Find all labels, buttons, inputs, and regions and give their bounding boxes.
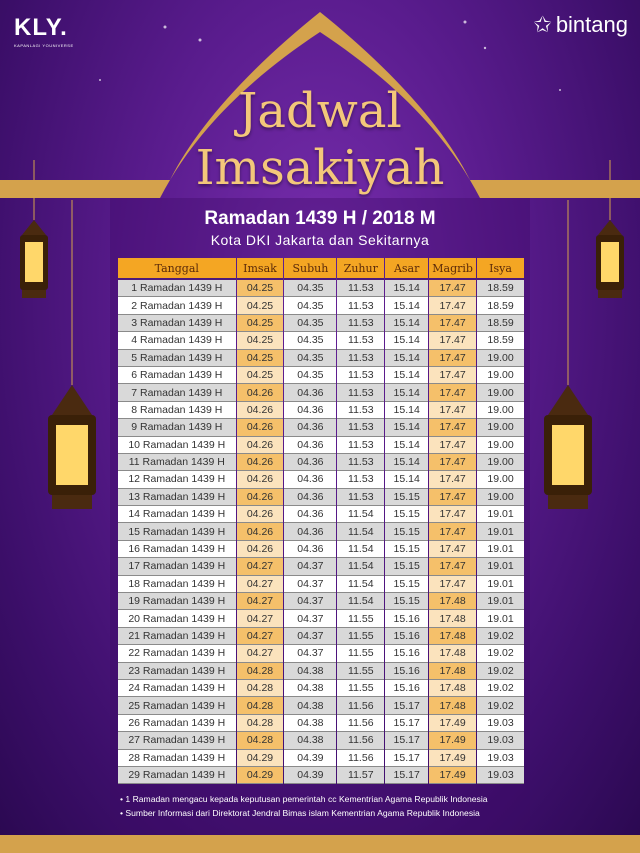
cell-imsak: 04.27 [237, 576, 284, 593]
cell-magrib: 17.47 [429, 367, 476, 384]
cell-tanggal: 5 Ramadan 1439 H [118, 350, 236, 367]
cell-isya: 19.03 [477, 750, 524, 767]
cell-subuh: 04.38 [284, 715, 336, 732]
cell-imsak: 04.26 [237, 419, 284, 436]
table-row [118, 437, 524, 454]
cell-magrib: 17.48 [429, 680, 476, 697]
cell-magrib: 17.48 [429, 610, 476, 627]
cell-magrib: 17.48 [429, 663, 476, 680]
cell-imsak: 04.26 [237, 523, 284, 540]
cell-asar: 15.17 [385, 697, 428, 714]
kly-tagline: KAPANLAGI YOUNIVERSE [14, 43, 74, 48]
table-row [118, 541, 524, 558]
cell-imsak: 04.26 [237, 402, 284, 419]
cell-isya: 19.01 [477, 506, 524, 523]
cell-imsak: 04.25 [237, 350, 284, 367]
cell-tanggal: 20 Ramadan 1439 H [118, 610, 236, 627]
column-header-asar: Asar [385, 258, 428, 280]
kly-logo-text: KLY. [14, 14, 68, 41]
cell-subuh: 04.35 [284, 280, 336, 297]
cell-magrib: 17.47 [429, 558, 476, 575]
cell-asar: 15.15 [385, 506, 428, 523]
cell-tanggal: 16 Ramadan 1439 H [118, 541, 236, 558]
cell-tanggal: 21 Ramadan 1439 H [118, 628, 236, 645]
cell-subuh: 04.36 [284, 489, 336, 506]
cell-subuh: 04.36 [284, 454, 336, 471]
schedule-table [117, 258, 525, 784]
table-row [118, 367, 524, 384]
cell-subuh: 04.37 [284, 593, 336, 610]
cell-subuh: 04.35 [284, 332, 336, 349]
cell-imsak: 04.28 [237, 680, 284, 697]
cell-zuhur: 11.54 [337, 523, 384, 540]
cell-isya: 19.02 [477, 680, 524, 697]
cell-isya: 19.01 [477, 558, 524, 575]
table-row [118, 558, 524, 575]
cell-tanggal: 19 Ramadan 1439 H [118, 593, 236, 610]
cell-asar: 15.14 [385, 367, 428, 384]
cell-tanggal: 26 Ramadan 1439 H [118, 715, 236, 732]
cell-tanggal: 25 Ramadan 1439 H [118, 697, 236, 714]
cell-subuh: 04.38 [284, 732, 336, 749]
cell-subuh: 04.37 [284, 645, 336, 662]
cell-subuh: 04.35 [284, 315, 336, 332]
cell-tanggal: 18 Ramadan 1439 H [118, 576, 236, 593]
cell-imsak: 04.25 [237, 297, 284, 314]
cell-imsak: 04.25 [237, 367, 284, 384]
cell-imsak: 04.27 [237, 558, 284, 575]
table-row [118, 576, 524, 593]
table-row [118, 697, 524, 714]
cell-magrib: 17.48 [429, 593, 476, 610]
cell-tanggal: 24 Ramadan 1439 H [118, 680, 236, 697]
cell-asar: 15.14 [385, 402, 428, 419]
cell-magrib: 17.47 [429, 297, 476, 314]
cell-isya: 19.00 [477, 384, 524, 401]
footnote: • 1 Ramadan mengacu kepada keputusan pemerintah cc Kementrian Agama Republik Indonesia [120, 792, 488, 806]
cell-zuhur: 11.55 [337, 680, 384, 697]
cell-isya: 19.03 [477, 732, 524, 749]
cell-zuhur: 11.54 [337, 576, 384, 593]
cell-zuhur: 11.53 [337, 280, 384, 297]
cell-imsak: 04.26 [237, 454, 284, 471]
cell-tanggal: 8 Ramadan 1439 H [118, 402, 236, 419]
cell-isya: 19.00 [477, 350, 524, 367]
cell-magrib: 17.47 [429, 576, 476, 593]
cell-magrib: 17.47 [429, 437, 476, 454]
cell-asar: 15.17 [385, 767, 428, 784]
cell-zuhur: 11.53 [337, 367, 384, 384]
cell-asar: 15.14 [385, 350, 428, 367]
cell-isya: 19.02 [477, 663, 524, 680]
cell-tanggal: 22 Ramadan 1439 H [118, 645, 236, 662]
cell-imsak: 04.25 [237, 280, 284, 297]
table-row [118, 471, 524, 488]
cell-imsak: 04.27 [237, 610, 284, 627]
cell-subuh: 04.37 [284, 558, 336, 575]
cell-isya: 18.59 [477, 332, 524, 349]
table-header [118, 258, 524, 280]
cell-tanggal: 1 Ramadan 1439 H [118, 280, 236, 297]
cell-imsak: 04.25 [237, 332, 284, 349]
cell-isya: 19.00 [477, 471, 524, 488]
cell-isya: 19.00 [477, 419, 524, 436]
cell-subuh: 04.37 [284, 628, 336, 645]
table-row [118, 506, 524, 523]
cell-asar: 15.14 [385, 471, 428, 488]
cell-imsak: 04.28 [237, 715, 284, 732]
cell-zuhur: 11.53 [337, 489, 384, 506]
cell-tanggal: 28 Ramadan 1439 H [118, 750, 236, 767]
table-row [118, 454, 524, 471]
cell-zuhur: 11.53 [337, 454, 384, 471]
bintang-logo-text: bintang [555, 12, 628, 37]
cell-subuh: 04.36 [284, 384, 336, 401]
cell-magrib: 17.47 [429, 332, 476, 349]
cell-imsak: 04.27 [237, 628, 284, 645]
cell-subuh: 04.35 [284, 367, 336, 384]
lantern-icon [40, 200, 104, 520]
table-row [118, 610, 524, 627]
cell-asar: 15.15 [385, 558, 428, 575]
table-row [118, 402, 524, 419]
cell-asar: 15.14 [385, 297, 428, 314]
cell-imsak: 04.25 [237, 315, 284, 332]
cell-magrib: 17.47 [429, 280, 476, 297]
cell-asar: 15.14 [385, 437, 428, 454]
cell-magrib: 17.47 [429, 541, 476, 558]
table-row [118, 280, 524, 297]
cell-asar: 15.16 [385, 663, 428, 680]
cell-isya: 19.02 [477, 697, 524, 714]
cell-zuhur: 11.55 [337, 645, 384, 662]
cell-subuh: 04.37 [284, 610, 336, 627]
cell-magrib: 17.47 [429, 454, 476, 471]
cell-tanggal: 3 Ramadan 1439 H [118, 315, 236, 332]
cell-asar: 15.15 [385, 576, 428, 593]
table-row [118, 350, 524, 367]
cell-imsak: 04.26 [237, 489, 284, 506]
cell-subuh: 04.38 [284, 680, 336, 697]
cell-isya: 19.01 [477, 610, 524, 627]
cell-tanggal: 12 Ramadan 1439 H [118, 471, 236, 488]
table-row [118, 332, 524, 349]
cell-zuhur: 11.55 [337, 628, 384, 645]
cell-isya: 19.00 [477, 367, 524, 384]
cell-imsak: 04.26 [237, 437, 284, 454]
cell-tanggal: 17 Ramadan 1439 H [118, 558, 236, 575]
table-row [118, 384, 524, 401]
footnotes [120, 792, 488, 820]
cell-asar: 15.14 [385, 454, 428, 471]
table-row [118, 663, 524, 680]
cell-imsak: 04.29 [237, 767, 284, 784]
cell-magrib: 17.49 [429, 750, 476, 767]
cell-subuh: 04.35 [284, 297, 336, 314]
cell-imsak: 04.26 [237, 471, 284, 488]
column-header-isya: Isya [477, 258, 524, 280]
cell-imsak: 04.26 [237, 384, 284, 401]
cell-isya: 19.01 [477, 576, 524, 593]
cell-tanggal: 23 Ramadan 1439 H [118, 663, 236, 680]
cell-asar: 15.15 [385, 541, 428, 558]
cell-magrib: 17.48 [429, 628, 476, 645]
subtitle: Ramadan 1439 H / 2018 M [204, 208, 436, 229]
cell-asar: 15.14 [385, 315, 428, 332]
table-row [118, 593, 524, 610]
cell-isya: 19.00 [477, 454, 524, 471]
cell-zuhur: 11.53 [337, 332, 384, 349]
cell-asar: 15.17 [385, 715, 428, 732]
cell-subuh: 04.36 [284, 419, 336, 436]
cell-tanggal: 10 Ramadan 1439 H [118, 437, 236, 454]
cell-magrib: 17.47 [429, 402, 476, 419]
cell-isya: 19.00 [477, 489, 524, 506]
cell-asar: 15.14 [385, 384, 428, 401]
table-row [118, 750, 524, 767]
kly-logo [14, 14, 74, 48]
cell-subuh: 04.35 [284, 350, 336, 367]
table-row [118, 523, 524, 540]
cell-zuhur: 11.56 [337, 732, 384, 749]
cell-isya: 19.02 [477, 645, 524, 662]
cell-magrib: 17.47 [429, 523, 476, 540]
lantern-icon [536, 200, 600, 520]
table-row [118, 645, 524, 662]
cell-zuhur: 11.56 [337, 715, 384, 732]
cell-zuhur: 11.56 [337, 750, 384, 767]
cell-tanggal: 27 Ramadan 1439 H [118, 732, 236, 749]
cell-asar: 15.15 [385, 523, 428, 540]
column-header-tanggal: Tanggal [118, 258, 236, 280]
cell-subuh: 04.37 [284, 576, 336, 593]
cell-zuhur: 11.55 [337, 610, 384, 627]
cell-isya: 18.59 [477, 297, 524, 314]
cell-isya: 18.59 [477, 280, 524, 297]
cell-isya: 19.02 [477, 628, 524, 645]
table-row [118, 715, 524, 732]
cell-asar: 15.16 [385, 680, 428, 697]
cell-magrib: 17.47 [429, 506, 476, 523]
cell-subuh: 04.36 [284, 471, 336, 488]
cell-subuh: 04.39 [284, 750, 336, 767]
cell-tanggal: 14 Ramadan 1439 H [118, 506, 236, 523]
cell-imsak: 04.26 [237, 506, 284, 523]
cell-isya: 19.01 [477, 523, 524, 540]
cell-asar: 15.16 [385, 645, 428, 662]
cell-asar: 15.17 [385, 750, 428, 767]
cell-asar: 15.16 [385, 610, 428, 627]
cell-zuhur: 11.53 [337, 384, 384, 401]
cell-subuh: 04.36 [284, 523, 336, 540]
cell-zuhur: 11.53 [337, 471, 384, 488]
cell-imsak: 04.27 [237, 593, 284, 610]
cell-magrib: 17.47 [429, 489, 476, 506]
cell-isya: 18.59 [477, 315, 524, 332]
cell-tanggal: 4 Ramadan 1439 H [118, 332, 236, 349]
cell-magrib: 17.47 [429, 471, 476, 488]
cell-tanggal: 13 Ramadan 1439 H [118, 489, 236, 506]
cell-imsak: 04.28 [237, 732, 284, 749]
cell-tanggal: 11 Ramadan 1439 H [118, 454, 236, 471]
cell-imsak: 04.27 [237, 645, 284, 662]
cell-zuhur: 11.54 [337, 541, 384, 558]
cell-asar: 15.17 [385, 732, 428, 749]
cell-tanggal: 2 Ramadan 1439 H [118, 297, 236, 314]
cell-zuhur: 11.55 [337, 663, 384, 680]
table-row [118, 628, 524, 645]
table-row [118, 680, 524, 697]
cell-tanggal: 7 Ramadan 1439 H [118, 384, 236, 401]
cell-zuhur: 11.54 [337, 558, 384, 575]
cell-subuh: 04.38 [284, 697, 336, 714]
cell-tanggal: 9 Ramadan 1439 H [118, 419, 236, 436]
cell-magrib: 17.47 [429, 384, 476, 401]
table-row [118, 732, 524, 749]
cell-magrib: 17.47 [429, 419, 476, 436]
cell-magrib: 17.47 [429, 315, 476, 332]
cell-isya: 19.00 [477, 402, 524, 419]
cell-isya: 19.01 [477, 541, 524, 558]
star-icon: ✩ [533, 12, 552, 37]
cell-zuhur: 11.53 [337, 437, 384, 454]
cell-imsak: 04.26 [237, 541, 284, 558]
table-row [118, 489, 524, 506]
column-header-imsak: Imsak [237, 258, 284, 280]
cell-isya: 19.03 [477, 715, 524, 732]
cell-tanggal: 15 Ramadan 1439 H [118, 523, 236, 540]
table-row [118, 767, 524, 784]
table-row [118, 419, 524, 436]
cell-asar: 15.16 [385, 628, 428, 645]
cell-zuhur: 11.53 [337, 402, 384, 419]
cell-magrib: 17.49 [429, 715, 476, 732]
cell-magrib: 17.48 [429, 697, 476, 714]
cell-subuh: 04.36 [284, 506, 336, 523]
cell-isya: 19.01 [477, 593, 524, 610]
cell-imsak: 04.29 [237, 750, 284, 767]
cell-imsak: 04.28 [237, 697, 284, 714]
footnote: • Sumber Informasi dari Direktorat Jendral Bimas islam Kementrian Agama Republik Indonesia [120, 806, 488, 820]
cell-magrib: 17.48 [429, 645, 476, 662]
cell-tanggal: 29 Ramadan 1439 H [118, 767, 236, 784]
table-row [118, 315, 524, 332]
cell-magrib: 17.47 [429, 350, 476, 367]
cell-zuhur: 11.54 [337, 593, 384, 610]
cell-subuh: 04.36 [284, 541, 336, 558]
cell-asar: 15.15 [385, 489, 428, 506]
title-line1: Jadwal [238, 83, 402, 139]
cell-asar: 15.14 [385, 280, 428, 297]
location: Kota DKI Jakarta dan Sekitarnya [210, 232, 430, 248]
cell-imsak: 04.28 [237, 663, 284, 680]
column-header-zuhur: Zuhur [337, 258, 384, 280]
cell-asar: 15.15 [385, 593, 428, 610]
cell-subuh: 04.39 [284, 767, 336, 784]
cell-zuhur: 11.54 [337, 506, 384, 523]
cell-isya: 19.00 [477, 437, 524, 454]
cell-isya: 19.03 [477, 767, 524, 784]
bintang-logo [533, 12, 628, 38]
cell-zuhur: 11.53 [337, 315, 384, 332]
cell-zuhur: 11.53 [337, 419, 384, 436]
cell-zuhur: 11.57 [337, 767, 384, 784]
cell-tanggal: 6 Ramadan 1439 H [118, 367, 236, 384]
cell-magrib: 17.49 [429, 732, 476, 749]
cell-subuh: 04.36 [284, 402, 336, 419]
cell-subuh: 04.38 [284, 663, 336, 680]
column-header-magrib: Magrib [429, 258, 476, 280]
table-row [118, 297, 524, 314]
column-header-subuh: Subuh [284, 258, 336, 280]
cell-subuh: 04.36 [284, 437, 336, 454]
cell-zuhur: 11.56 [337, 697, 384, 714]
cell-asar: 15.14 [385, 332, 428, 349]
cell-zuhur: 11.53 [337, 350, 384, 367]
cell-magrib: 17.49 [429, 767, 476, 784]
cell-zuhur: 11.53 [337, 297, 384, 314]
title-line2: Imsakiyah [195, 140, 445, 196]
cell-asar: 15.14 [385, 419, 428, 436]
